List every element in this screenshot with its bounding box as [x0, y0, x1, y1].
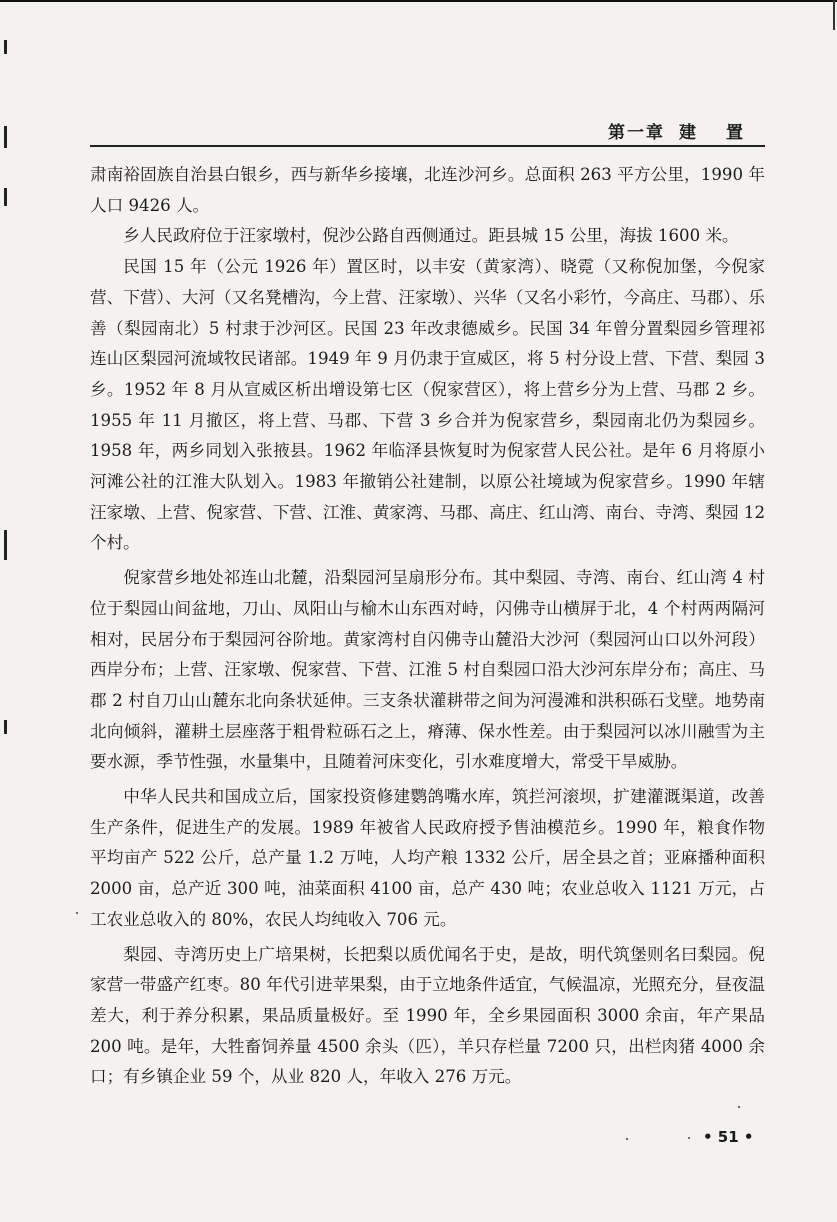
scan-speck [738, 1106, 740, 1108]
margin-mark [4, 126, 7, 148]
paragraph: 乡人民政府位于汪家墩村，倪沙公路自西侧通过。距县城 15 公里，海拔 1600 米。 [123, 226, 739, 246]
scan-edge-mark [833, 0, 835, 30]
margin-mark [4, 40, 7, 54]
paragraph: 中华人民共和国成立后，国家投资修建鹦鸽嘴水库，筑拦河滚坝，扩建灌溉渠道，改善生产条件，促进生产的发展。1989 年被省人民政府授予售油模范乡。1990 年，粮食作物平均亩产 522 公斤，总产量 1.2 万吨，人均产粮 1332 公斤，居全县之首；亚麻播种面积 2000 亩，总产近 300 吨，油菜面积 4100 亩，总产 430 吨；农业总收入 1121 万元，占工农业总收入的 80%，农民人均纯收入 706 元。 [90, 787, 765, 929]
scan-speck [76, 912, 78, 914]
body-text [90, 160, 765, 1093]
scan-speck [626, 1138, 628, 1140]
paragraph: 梨园、寺湾历史上广培果树，长把梨以质优闻名于史，是故，明代筑堡则名曰梨园。倪家营一带盛产红枣。80 年代引进苹果梨，由于立地条件适宜，气候温凉，光照充分，昼夜温差大，利于养分积累，果品质量极好。至 1990 年，全乡果园面积 3000 余亩，年产果品 200 吨。是年，大牲畜饲养量 4500 余头（匹），羊只存栏量 7200 只，出栏肉猪 4000 余口；有乡镇企业 59 个，从业 820 人，年收入 276 万元。 [90, 944, 765, 1087]
margin-mark [4, 188, 7, 206]
header-rule [90, 145, 765, 147]
paragraph: 肃南裕固族自治县白银乡，西与新华乡接壤，北连沙河乡。总面积 263 平方公里，1990 年人口 9426 人。 [90, 165, 765, 215]
scan-border [0, 0, 837, 8]
margin-mark [4, 720, 7, 734]
chapter-label: 第一章 [608, 123, 665, 143]
running-header [608, 118, 768, 144]
page-number: • 51 • [703, 1128, 754, 1146]
paragraph: 民国 15 年（公元 1926 年）置区时，以丰安（黄家湾）、晓霓（又称倪加堡，今倪家营、下营）、大河（又名凳槽沟，今上营、汪家墩）、兴华（又名小彩竹，今高庄、马郡）、乐善（梨园南北）5 村隶于沙河区。民国 23 年改隶德威乡。民国 34 年曾分置梨园乡管理祁连山区梨园河流域牧民诸部。1949 年 9 月仍隶于宣威区，将 5 村分设上营、下营、梨园 3 乡。1952 年 8 月从宣威区析出增设第七区（倪家营区），将上营乡分为上营、马郡 2 乡。1955 年 11 月撤区，将上营、马郡、下营 3 乡合并为倪家营乡，梨园南北仍为梨园乡。1958 年，两乡同划入张掖县。1962 年临泽县恢复时为倪家营人民公社。是年 6 月将原小河滩公社的江淮大队划入。1983 年撤销公社建制，以原公社境域为倪家营乡。1990 年辖汪家墩、上营、倪家营、下营、江淮、黄家湾、马郡、高庄、红山湾、南台、寺湾、梨园 12 个村。 [90, 257, 765, 553]
chapter-title-char: 建 [679, 123, 698, 143]
chapter-title-char: 置 [726, 123, 745, 143]
margin-mark [4, 530, 7, 560]
scan-speck [688, 1137, 690, 1139]
paragraph: 倪家营乡地处祁连山北麓，沿梨园河呈扇形分布。其中梨园、寺湾、南台、红山湾 4 村位于梨园山间盆地，刀山、凤阳山与榆木山东西对峙，闪佛寺山横屏于北，4 个村两两隔河相对，民居分布于梨园河谷阶地。黄家湾村自闪佛寺山麓沿大沙河（梨园河山口以外河段）西岸分布；上营、汪家墩、倪家营、下营、江淮 5 村自梨园口沿大沙河东岸分布；高庄、马郡 2 村自刀山山麓东北向条状延伸。三支条状灌耕带之间为河漫滩和洪积砾石戈壁。地势南北向倾斜，灌耕土层座落于粗骨粒砾石之上，瘠薄、保水性差。由于梨园河以冰川融雪为主要水源，季节性强，水量集中，且随着河床变化，引水难度增大，常受干旱威胁。 [90, 568, 765, 772]
